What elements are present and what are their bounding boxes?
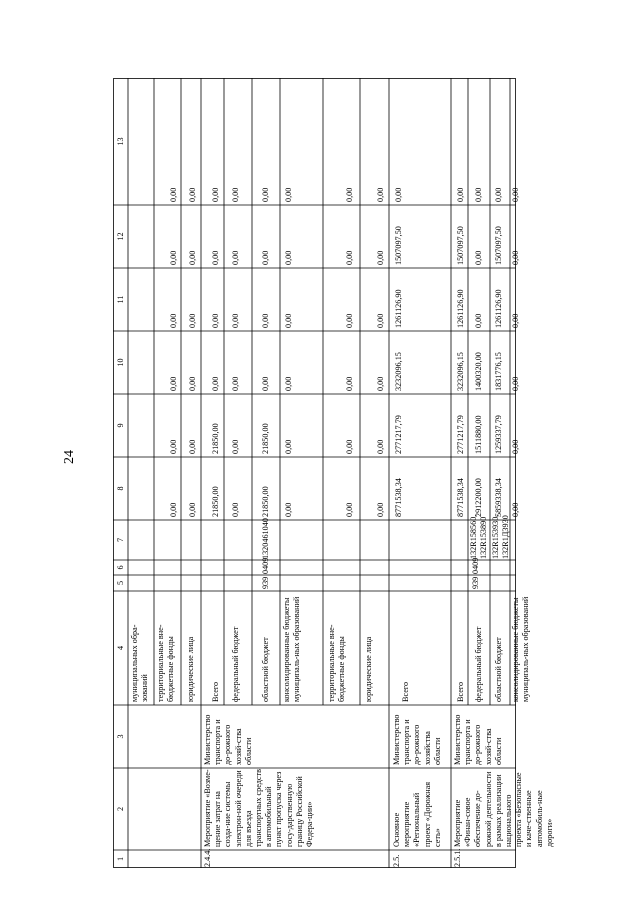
value-col-8: 0,00 — [231, 502, 240, 517]
value-col-9: 1259337,79 — [494, 415, 503, 454]
value-col-12: 1507097,50 — [394, 226, 403, 265]
value-col-8: 0,00 — [284, 502, 293, 517]
header-col-10: 10 — [116, 358, 125, 367]
value-col-12: 0,00 — [345, 250, 354, 265]
source-label: федеральный бюджет — [231, 626, 240, 702]
activity-name: Основное мероприятие «Региональный проект «Дорожная сеть» — [392, 782, 442, 847]
value-col-8: 0,00 — [511, 502, 520, 517]
executor-name: Министерство транспорта и до-рожного хозяй-ства области — [203, 714, 253, 765]
value-col-10: 0,00 — [169, 376, 178, 391]
value-col-9: 0,00 — [376, 439, 385, 454]
source-label: юридические лица — [364, 636, 373, 702]
source-label: территориальные вне-бюджетные фонды — [327, 624, 347, 702]
row-number: 2.4.4. — [203, 848, 212, 867]
value-col-13: 0,00 — [394, 187, 403, 202]
continuation-source-line-1: муниципальных обра- — [130, 624, 139, 702]
value-col-8: 5859338,34 — [494, 478, 503, 517]
value-col-10: 1400320,00 — [474, 352, 483, 391]
value-col-9: 0,00 — [169, 439, 178, 454]
header-col-5: 5 — [116, 580, 125, 586]
budget-code-col-6: 0409 — [261, 557, 270, 574]
header-col-7: 7 — [116, 537, 125, 543]
budget-code-col-5: 939 — [471, 576, 480, 589]
value-col-10: 3232096,15 — [456, 352, 465, 391]
value-col-11: 0,00 — [284, 313, 293, 328]
value-col-13: 0,00 — [376, 187, 385, 202]
value-col-13: 0,00 — [345, 187, 354, 202]
executor-name: Министерство транспорта и до-рожного хозяйства области — [392, 714, 442, 765]
value-col-11: 0,00 — [474, 313, 483, 328]
budget-code-col-6: 0409 — [471, 557, 480, 574]
value-col-9: 0,00 — [231, 439, 240, 454]
value-col-11: 0,00 — [345, 313, 354, 328]
value-col-10: 0,00 — [376, 376, 385, 391]
value-col-11: 0,00 — [511, 313, 520, 328]
value-col-12: 1507097,50 — [456, 226, 465, 265]
budget-table — [113, 78, 554, 868]
value-col-10: 0,00 — [231, 376, 240, 391]
value-col-10: 0,00 — [211, 376, 220, 391]
header-col-1: 1 — [116, 856, 125, 862]
value-col-11: 1261126,90 — [456, 289, 465, 328]
value-col-11: 0,00 — [261, 313, 270, 328]
budget-code-col-7: 132R158560, 132R153890 — [469, 514, 489, 559]
header-col-6: 6 — [116, 565, 125, 570]
header-col-2: 2 — [116, 806, 125, 812]
source-label: территориальные вне-бюджетные фонды — [156, 624, 176, 702]
activity-name: Мероприятие «Финан-совое обеспечение до-рожной деятельности в рамках реализации национального проекта «Безопасные и каче-ственные автомобиль-ные дороги» — [453, 771, 554, 847]
budget-code-col-7: 132R153930, 132R1Д3930 — [491, 514, 511, 559]
value-col-10: 0,00 — [345, 376, 354, 391]
value-col-11: 0,00 — [169, 313, 178, 328]
value-col-9: 2771217,79 — [394, 415, 403, 454]
value-col-13: 0,00 — [188, 187, 197, 202]
value-col-10: 1831776,15 — [494, 352, 503, 391]
value-col-11: 0,00 — [211, 313, 220, 328]
source-label: областной бюджет — [261, 637, 270, 702]
source-label: Всего — [456, 681, 465, 702]
value-col-13: 0,00 — [494, 187, 503, 202]
value-col-12: 0,00 — [511, 250, 520, 265]
source-label: консолидированные бюджеты муниципаль-ных образований — [511, 596, 531, 702]
budget-code-col-5: 939 — [261, 576, 270, 589]
header-col-12: 12 — [116, 232, 125, 241]
row-number: 2.5.1. — [453, 848, 462, 867]
source-label: юридические лица — [186, 636, 195, 702]
header-col-4: 4 — [116, 645, 125, 651]
value-col-9: 0,00 — [345, 439, 354, 454]
value-col-8: 21850,00 — [211, 486, 220, 517]
value-col-8: 0,00 — [188, 502, 197, 517]
value-col-9: 2771217,79 — [456, 415, 465, 454]
header-col-9: 9 — [116, 423, 125, 428]
value-col-9: 0,00 — [284, 439, 293, 454]
value-col-13: 0,00 — [211, 187, 220, 202]
executor-name: Министерство транспорта и до-рожного хозяй-ства области — [453, 714, 503, 765]
value-col-13: 0,00 — [231, 187, 240, 202]
value-col-11: 0,00 — [376, 313, 385, 328]
source-label: консолидированные бюджеты муниципаль-ных образований — [282, 596, 302, 702]
value-col-8: 0,00 — [345, 502, 354, 517]
value-col-13: 0,00 — [261, 187, 270, 202]
value-col-11: 1261126,90 — [494, 289, 503, 328]
value-col-8: 8771538,34 — [456, 478, 465, 517]
value-col-10: 0,00 — [188, 376, 197, 391]
value-col-10: 3232096,15 — [394, 352, 403, 391]
header-col-13: 13 — [116, 137, 125, 146]
source-label: Всего — [211, 681, 220, 702]
value-col-12: 0,00 — [376, 250, 385, 265]
activity-name: Мероприятие «Возме-щение затрат на созда-ние системы электрон-ной очереди для въезда транспортных средств в автомобильный пункт пропуска через госу-дарственную границу Российской Федера-ции» — [203, 769, 315, 847]
source-label: областной бюджет — [494, 637, 503, 702]
value-col-12: 0,00 — [188, 250, 197, 265]
value-col-13: 0,00 — [284, 187, 293, 202]
header-col-8: 8 — [116, 486, 125, 491]
value-col-12: 0,00 — [169, 250, 178, 265]
value-col-13: 0,00 — [474, 187, 483, 202]
source-label: федеральный бюджет — [474, 626, 483, 702]
value-col-12: 0,00 — [261, 250, 270, 265]
header-col-3: 3 — [116, 734, 125, 739]
value-col-9: 0,00 — [511, 439, 520, 454]
value-col-10: 0,00 — [284, 376, 293, 391]
value-col-12: 0,00 — [474, 250, 483, 265]
value-col-13: 0,00 — [456, 187, 465, 202]
value-col-8: 0,00 — [169, 502, 178, 517]
value-col-11: 0,00 — [188, 313, 197, 328]
source-label: Всего — [401, 681, 410, 702]
value-col-8: 2912200,00 — [474, 478, 483, 517]
value-col-8: 21850,00 — [261, 486, 270, 517]
value-col-8: 0,00 — [376, 502, 385, 517]
value-col-12: 1507097,50 — [494, 226, 503, 265]
value-col-12: 0,00 — [284, 250, 293, 265]
value-col-11: 1261126,90 — [394, 289, 403, 328]
value-col-13: 0,00 — [169, 187, 178, 202]
value-col-9: 0,00 — [188, 439, 197, 454]
continuation-source-line-2: зований — [140, 674, 149, 702]
value-col-11: 0,00 — [231, 313, 240, 328]
value-col-10: 0,00 — [261, 376, 270, 391]
value-col-8: 8771538,34 — [394, 478, 403, 517]
value-col-9: 21850,00 — [211, 423, 220, 454]
value-col-13: 0,00 — [511, 187, 520, 202]
value-col-10: 0,00 — [511, 376, 520, 391]
row-number: 2.5. — [392, 854, 401, 867]
budget-code-col-7: 1320461040 — [261, 518, 270, 559]
value-col-9: 21850,00 — [261, 423, 270, 454]
value-col-12: 0,00 — [211, 250, 220, 265]
value-col-12: 0,00 — [231, 250, 240, 265]
header-col-11: 11 — [116, 295, 125, 304]
value-col-9: 1511880,00 — [474, 415, 483, 454]
